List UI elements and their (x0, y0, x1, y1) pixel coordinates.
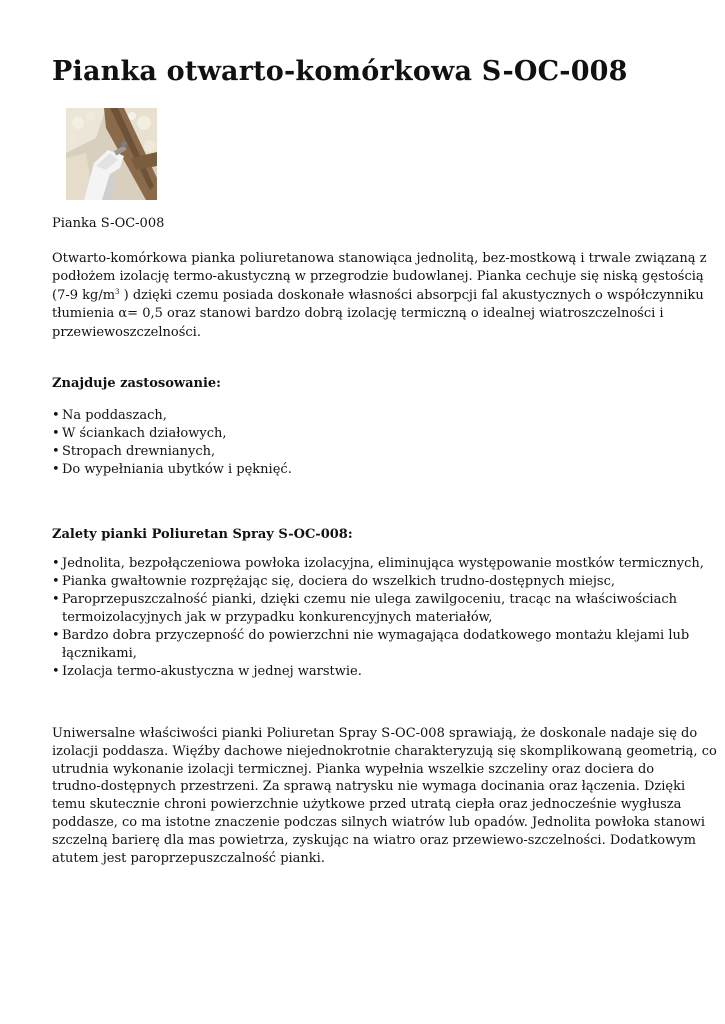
closing-line: trudno-dostępnych przestrzeni. Za sprawą natrysku nie wymaga docinania oraz łączenia. Dzięki (52, 779, 686, 795)
list-item: • Pianka gwałtownie rozprężając się, dociera do wszelkich trudno-dostępnych miejsc, (52, 573, 704, 591)
list-item: • Do wypełniania ubytków i pęknięć. (52, 461, 292, 479)
spray-foam-image (66, 108, 157, 200)
intro-line: przewiewoszczelności. (52, 324, 201, 340)
intro-line: tłumienia α= 0,5 oraz stanowi bardzo dobrą izolację termiczną o idealnej wiatroszczelności i (52, 306, 664, 322)
image-caption: Pianka S-OC-008 (52, 216, 165, 231)
advantages-heading: Zalety pianki Poliuretan Spray S-OC-008: (52, 527, 353, 542)
list-item: • Izolacja termo-akustyczna w jednej warstwie. (52, 663, 704, 681)
list-item: • Bardzo dobra przyczepność do powierzchni nie wymagająca dodatkowego montażu klejami lub łącznikami, (52, 627, 704, 663)
product-photo (66, 108, 157, 200)
closing-line: utrudnia wykonanie izolacji termicznej. Pianka wypełnia wszelkie szczeliny oraz dociera do (52, 761, 655, 777)
closing-line: Uniwersalne właściwości pianki Poliuretan Spray S-OC-008 sprawiają, że doskonale nadaje się do (52, 726, 698, 741)
page-title: Pianka otwarto-komórkowa S-OC-008 (52, 56, 628, 87)
list-item: • W ściankach działowych, (52, 425, 292, 443)
closing-line: szczelną barierę dla mas powietrza, zyskując na wiatro oraz przewiewo-szczelności. Dodatkowym (52, 832, 696, 848)
advantages-list (52, 555, 704, 681)
list-item: • Jednolita, bezpołączeniowa powłoka izolacyjna, eliminująca występowanie mostków termicznych, (52, 555, 704, 573)
intro-line: podłożem izolację termo-akustyczną w przegrodzie budowlanej. Pianka cechuje się niską gęstością (52, 269, 704, 285)
superscript-three: 3 (115, 287, 120, 296)
list-item: • Na poddaszach, (52, 407, 292, 425)
list-item: • Stropach drewnianych, (52, 443, 292, 461)
closing-line: izolacji poddasza. Więźby dachowe niejednokrotnie charakteryzują się skomplikowaną geometrią, co (52, 743, 717, 759)
applications-list (52, 407, 292, 479)
closing-line: temu skutecznie chroni powierzchnie użytkowe przed utratą ciepła oraz jednocześnie wygłusza (52, 797, 682, 813)
list-item: • Paroprzepuszczalność pianki, dzięki czemu nie ulega zawilgoceniu, tracąc na właściwościach termoizolacyjnych jak w przypadku konkurencyjnych materiałów, (52, 591, 704, 627)
intro-line: Otwarto-komórkowa pianka poliuretanowa stanowiąca jednolitą, bez-mostkową i trwale związaną z (52, 251, 707, 266)
closing-paragraph (52, 725, 717, 867)
intro-paragraph (52, 250, 707, 342)
applications-heading: Znajduje zastosowanie: (52, 376, 221, 391)
closing-line: poddasze, co ma istotne znaczenie podczas silnych wiatrów lub opadów. Jednolita powłoka stanowi (52, 814, 706, 830)
closing-line: atutem jest paroprzepuszczalność pianki. (52, 850, 325, 866)
intro-line: (7-9 $kg/m^3$ ) dzięki czemu posiada doskonałe własności absorpcji fal akustycznych o współczynniku (52, 287, 704, 303)
